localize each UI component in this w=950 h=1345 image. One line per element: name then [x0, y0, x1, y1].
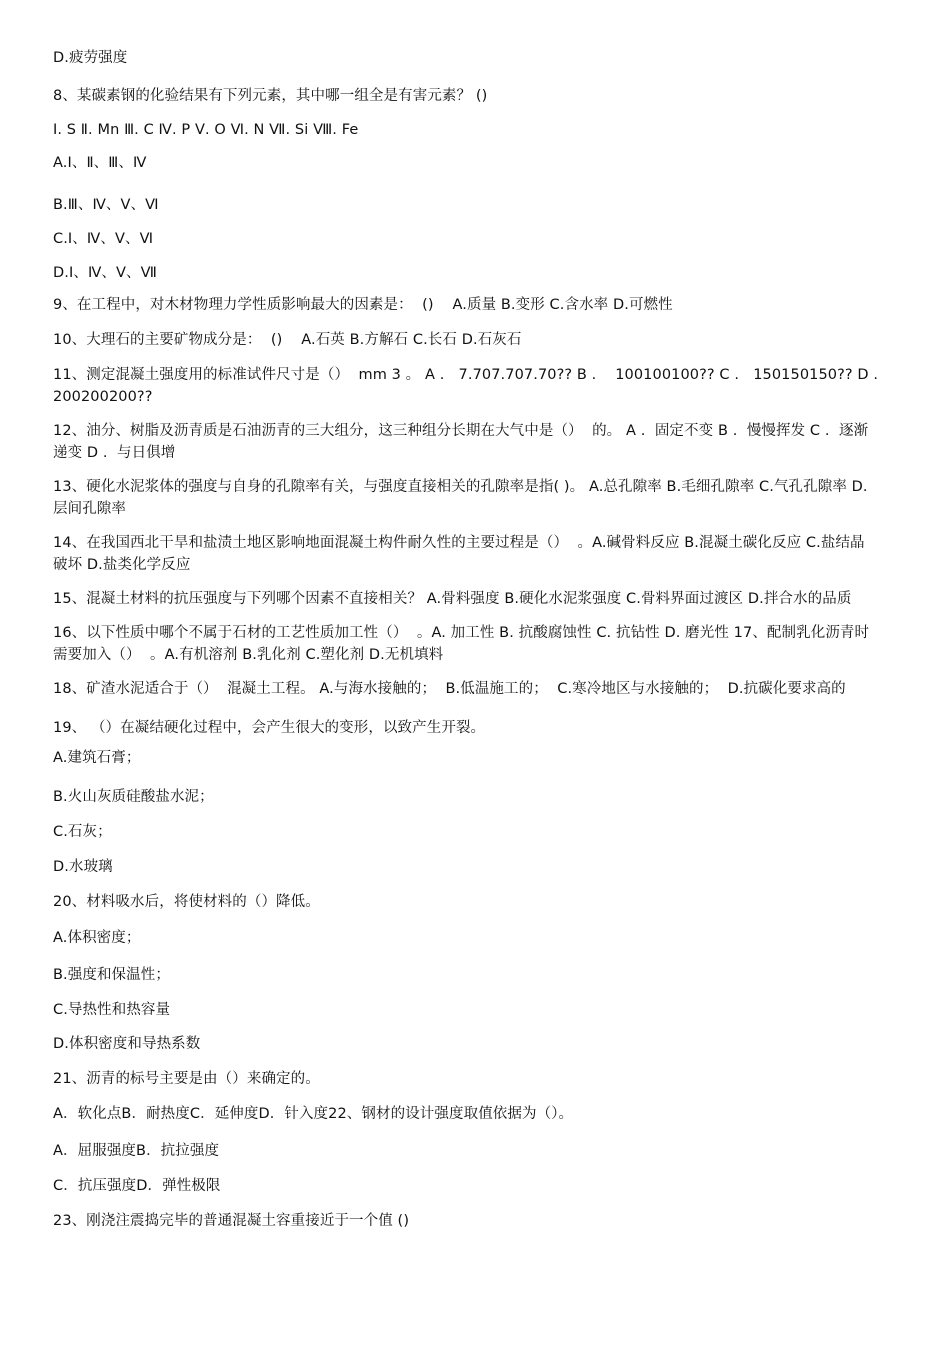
question-8: 8、某碳素钢的化验结果有下列元素，其中哪一组全是有害元素？ () — [53, 88, 488, 104]
question-20: 20、材料吸水后，将使材料的（）降低。 — [53, 894, 320, 910]
option-line: B.Ⅲ、Ⅳ、Ⅴ、Ⅵ — [53, 197, 159, 213]
question-13: 13、硬化水泥浆体的强度与自身的孔隙率有关，与强度直接相关的孔隙率是指( )。 A.总孔隙率 B.毛细孔隙率 C.气孔孔隙率 D. 层间孔隙率 — [53, 479, 868, 517]
question-9: 9、在工程中，对木材物理力学性质影响最大的因素是： () A.质量 B.变形 C.含水率 D.可燃性 — [53, 297, 673, 313]
question-21-22: A．软化点B．耐热度C．延伸度D．针入度22、钢材的设计强度取值依据为（）。 — [53, 1106, 574, 1122]
option-line: D.疲劳强度 — [53, 50, 128, 66]
question-21: 21、沥青的标号主要是由（）来确定的。 — [53, 1071, 320, 1087]
question-19: 19、 （）在凝结硬化过程中，会产生很大的变形，以致产生开裂。 — [53, 720, 486, 736]
question-15: 15、混凝土材料的抗压强度与下列哪个因素不直接相关？ A.骨料强度 B.硬化水泥浆强度 C.骨料界面过渡区 D.拌合水的品质 — [53, 591, 852, 607]
option-line: C.Ⅰ、Ⅳ、Ⅴ、Ⅵ — [53, 231, 154, 247]
option-line: D.Ⅰ、Ⅳ、Ⅴ、Ⅶ — [53, 265, 157, 281]
option-line: D.体积密度和导热系数 — [53, 1036, 201, 1052]
option-line: A．屈服强度B．抗拉强度 — [53, 1143, 220, 1159]
question-16-17: 16、以下性质中哪个不属于石材的工艺性质加工性（） 。A. 加工性 B. 抗酸腐蚀性 C. 抗钻性 D. 磨光性 17、配制乳化沥青时 需要加入（） 。A.有机溶剂 B.乳化剂 C.塑化剂 D.无机填料 — [53, 625, 870, 663]
question-18: 18、矿渣水泥适合于（） 混凝土工程。 A.与海水接触的； B.低温施工的； C.寒冷地区与水接触的； D.抗碳化要求高的 — [53, 681, 846, 697]
option-line: D.水玻璃 — [53, 859, 113, 875]
option-line: A.体积密度； — [53, 930, 141, 946]
element-list: Ⅰ. S Ⅱ. Mn Ⅲ. C Ⅳ. P Ⅴ. O Ⅵ. N Ⅶ. Si Ⅷ. Fe — [53, 122, 359, 138]
option-line: B.火山灰质硅酸盐水泥； — [53, 789, 214, 805]
option-line: C.石灰； — [53, 824, 112, 840]
question-11: 11、测定混凝土强度用的标准试件尺寸是（） mm 3 。 A . 7.707.707.70?? B . 100100100?? C . 150150150?? D . 200200200?? — [53, 367, 879, 405]
question-23: 23、刚浇注震捣完毕的普通混凝土容重接近于一个值 () — [53, 1213, 410, 1229]
option-line: C.导热性和热容量 — [53, 1002, 171, 1018]
option-line: A.建筑石膏； — [53, 750, 141, 766]
option-line: C．抗压强度D．弹性极限 — [53, 1178, 221, 1194]
question-12: 12、油分、树脂及沥青质是石油沥青的三大组分，这三种组分长期在大气中是（） 的。 A . 固定不变 B . 慢慢挥发 C . 逐渐 递变 D . 与日俱增 — [53, 423, 869, 461]
question-10: 10、大理石的主要矿物成分是： () A.石英 B.方解石 C.长石 D.石灰石 — [53, 332, 522, 348]
option-line: B.强度和保温性； — [53, 967, 170, 983]
question-14: 14、在我国西北干旱和盐渍土地区影响地面混凝土构件耐久性的主要过程是（） 。A.碱骨料反应 B.混凝土碳化反应 C.盐结晶 破坏 D.盐类化学反应 — [53, 535, 865, 573]
option-line: A.Ⅰ、Ⅱ、Ⅲ、Ⅳ — [53, 155, 147, 171]
